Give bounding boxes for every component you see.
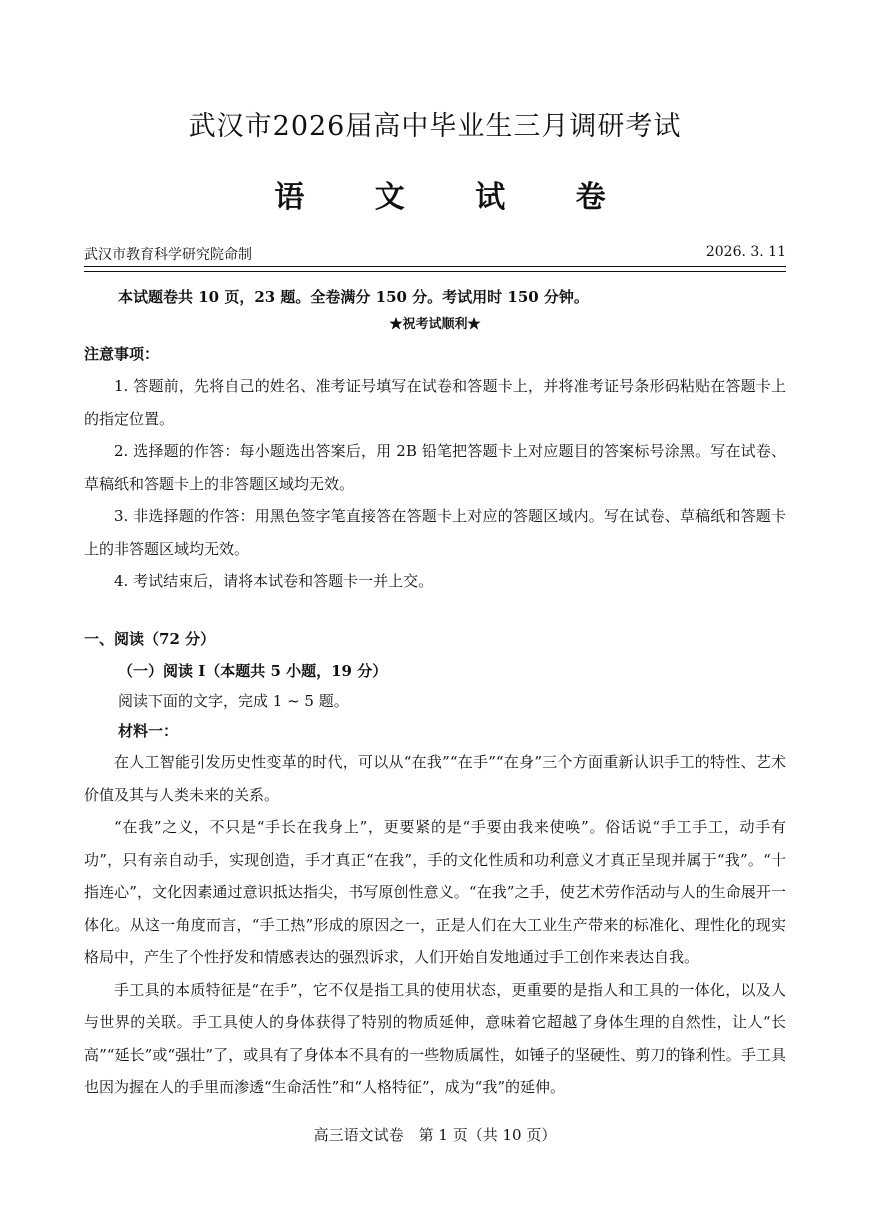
page-footer: 高三语文试卷 第 1 页（共 10 页） [313,1126,557,1144]
exam-date: 2026. 3. 11 [705,244,786,260]
notice-list [84,370,786,598]
header-rule-thick [84,266,786,267]
subject-title: 语 文 试 卷 [274,180,636,215]
notice-item: 2. 选择题的作答：每小题选出答案后，用 2B 铅笔把答题卡上对应题目的答案标号涂黑。写在试卷、草稿纸和答题卡上的非答题区域均无效。 [84,442,786,493]
exam-title: 武汉市2026届高中毕业生三月调研考试 [188,111,682,142]
material-label: 材料一： [118,722,179,740]
subsection-heading: （一）阅读 Ⅰ（本题共 5 小题，19 分） [118,662,388,680]
paragraph: 在人工智能引发历史性变革的时代，可以从“在我”“在手”“在身”三个方面重新认识手工的特性、艺术价值及其与人类未来的关系。 [84,753,786,804]
notice-heading: 注意事项： [84,345,160,363]
issuer: 武汉市教育科学研究院命制 [84,247,252,263]
paragraph: 手工具的本质特征是“在手”，它不仅是指工具的使用状态，更重要的是指人和工具的一体化，以及人与世界的关联。手工具使人的身体获得了特别的物质延伸，意味着它超越了身体生理的自然性，让人“长高”“延长”或“强壮”了，或具有了身体本不具有的一些物质属性，如锤子的坚硬性、剪刀的锋利性。手工具也因为握在人的手里而渗透“生命活性”和“人格特征”，成为“我”的延伸。 [84,980,786,1096]
exam-summary: 本试题卷共 10 页，23 题。全卷满分 150 分。考试用时 150 分钟。 [118,288,589,306]
header-rule-thin [84,271,786,272]
notice-item: 4. 考试结束后，请将本试卷和答题卡一并上交。 [114,572,434,590]
notice-item: 3. 非选择题的作答：用黑色签字笔直接答在答题卡上对应的答题区域内。写在试卷、草稿纸和答题卡上的非答题区域均无效。 [84,507,786,558]
paragraph: “在我”之义，不只是“手长在我身上”，更要紧的是“手要由我来使唤”。俗话说“手工手工，动手有功”，只有亲自动手，实现创造，手才真正“在我”，手的文化性质和功利意义才真正呈现并属于“我”。“十指连心”，文化因素通过意识抵达指尖，书写原创性意义。“在我”之手，使艺术劳作活动与人的生命展开一体化。从这一角度而言，“手工热”形成的原因之一，正是人们在大工业生产带来的标准化、理性化的现实格局中，产生了个性抒发和情感表达的强烈诉求，人们开始自发地通过手工创作来表达自我。 [84,818,786,966]
notice-item: 1. 答题前，先将自己的姓名、准考证号填写在试卷和答题卡上，并将准考证号条形码粘贴在答题卡上的指定位置。 [84,377,786,428]
section-heading: 一、阅读（72 分） [84,630,216,648]
reading-instruction: 阅读下面的文字，完成 1 ~ 5 题。 [118,692,349,710]
good-luck-line: ★祝考试顺利★ [389,317,481,332]
material-text [84,746,786,1104]
